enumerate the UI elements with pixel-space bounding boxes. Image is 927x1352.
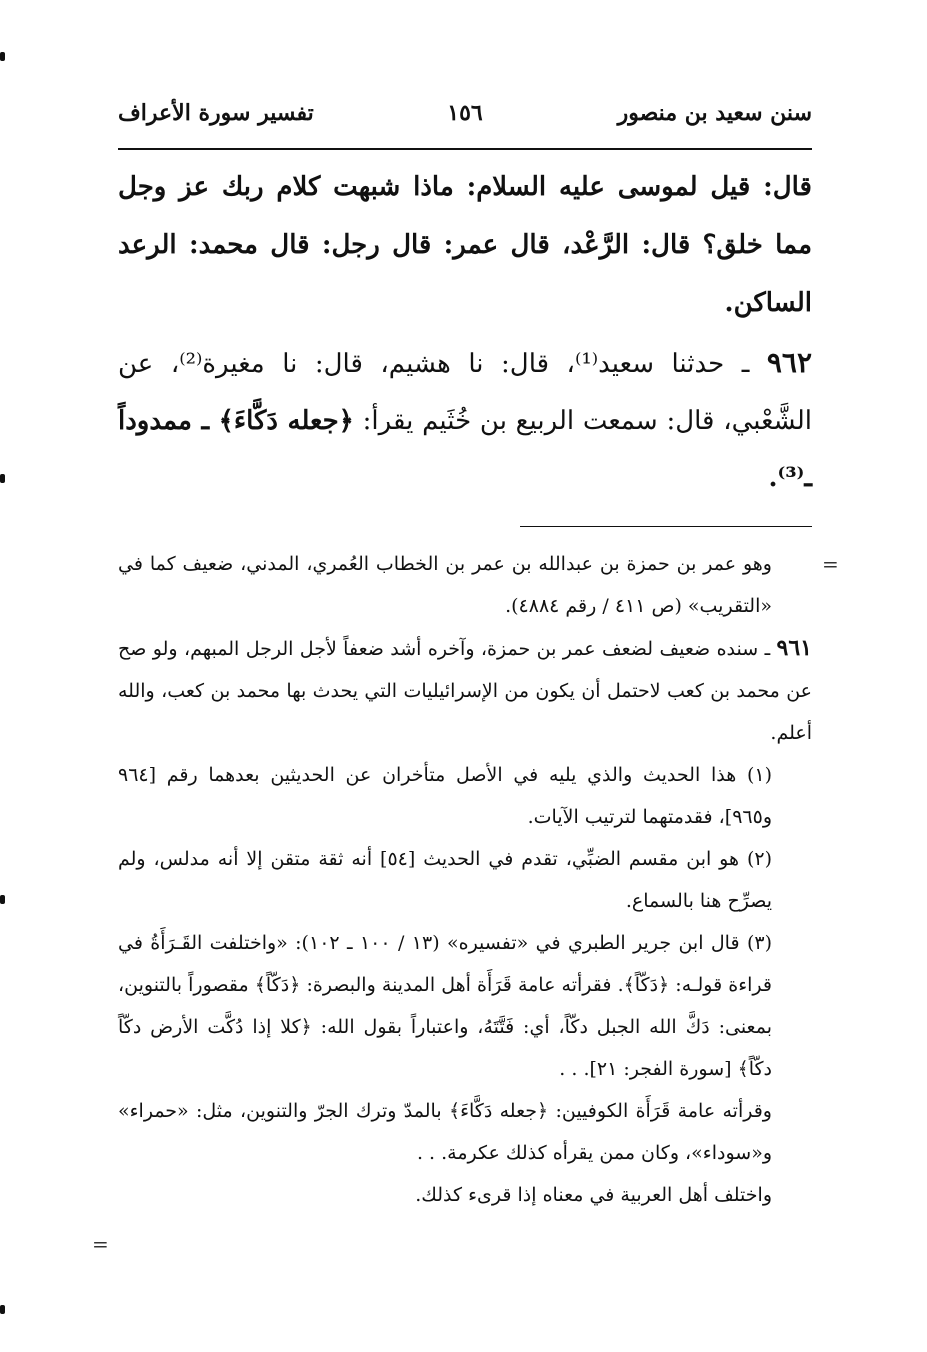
footnote-961 xyxy=(118,627,812,754)
book-title: سنن سعيد بن منصور xyxy=(617,100,812,126)
end-continuation-mark: = xyxy=(92,1232,109,1256)
main-text xyxy=(118,158,812,332)
footnote-1: (١) هذا الحديث والذي يليه في الأصل متأخران عن الحديثين بعدهما رقم [٩٦٤ و٩٦٥]، فقدمتهما لترتيب الآيات. xyxy=(118,764,772,828)
footnote-961-text: ـ سنده ضعيف لضعف عمر بن حمزة، وآخره أشد ضعفاً لأجل الرجل المبهم، ولو صح عن محمد بن كعب لاحتمل أن يكون من الإسرائيليات التي يحدث بها محمد بن كعب، والله أعلم. xyxy=(118,638,812,744)
hadith-962 xyxy=(118,334,812,507)
scan-edge-mark xyxy=(0,474,5,483)
hadith-text-end: ـ ممدوداً ـ⁽³⁾. xyxy=(118,406,812,493)
footnote-2: (٢) هو ابن مقسم الضبِّي، تقدم في الحديث [٥٤] أنه ثقة متقن إلا أنه مدلس، ولم يصرِّح هنا بالسماع. xyxy=(118,848,772,912)
quran-quote: ﴿جعله دَكَّاءَ﴾ xyxy=(218,406,354,436)
hadith-number: ٩٦٢ xyxy=(766,346,812,379)
scan-edge-mark xyxy=(0,1305,5,1314)
footnote-3-end: واختلف أهل العربية في معناه إذا قرىء كذلك. xyxy=(415,1184,772,1206)
footnote-3-continued: وقرأته عامة قَرَأَة الكوفيين: ﴿جعله دَكَّاءَ﴾ بالمدّ وترك الجرّ والتنوين، مثل: «حمراء» و«سوداء»، وكان ممن يقرأه كذلك عكرمة. . . xyxy=(118,1100,772,1164)
hadith-text: حدثنا سعيد⁽¹⁾، قال: نا هشيم، قال: نا مغيرة⁽²⁾، عن الشَّعْبي، قال: سمعت الربيع بن خُثَيم يقرأ: xyxy=(118,349,812,436)
footnote-divider xyxy=(520,526,812,527)
continuation-mark: = xyxy=(822,552,839,576)
footnote-continued: وهو عمر بن حمزة بن عبدالله بن عمر بن الخطاب العُمري، المدني، ضعيف كما في «التقريب» (ص ٤١١ / رقم ٤٨٨٤). xyxy=(118,553,772,617)
footnote-961-number: ٩٦١ xyxy=(776,635,812,661)
narration-paragraph: قال: قيل لموسى عليه السلام: ماذا شبهت كلام ربك عز وجل مما خلق؟ قال: الرَّعْد، قال عمر: قال رجل: قال محمد: الرعد الساكن. xyxy=(118,172,812,318)
section-title: تفسير سورة الأعراف xyxy=(118,100,314,126)
hadith-dash: ـ xyxy=(724,349,767,379)
header-divider xyxy=(118,148,812,150)
page-number: ١٥٦ xyxy=(447,100,483,126)
scan-edge-mark xyxy=(0,52,5,61)
running-header xyxy=(118,100,812,140)
hadith-paragraph xyxy=(118,334,812,507)
scan-edge-mark xyxy=(0,895,5,904)
footnote-3: (٣) قال ابن جرير الطبري في «تفسيره» (١٣ / ١٠٠ ـ ١٠٢): «واختلفت القَـرَأَةُ في قراءة قولـه: ﴿دَكّاً﴾. فقرأته عامة قَرَأَة أهل المدينة والبصرة: ﴿دَكّاً﴾ مقصوراً بالتنوين، بمعنى: دَكَّ الله الجبل دكّاً، أي: فَتَّتَهُ، واعتباراً بقول الله: ﴿كلا إذا دُكَّت الأرض دكّاً دكّاً﴾ [سورة الفجر: ٢١]. . . xyxy=(118,932,772,1080)
footnotes xyxy=(118,543,812,1216)
